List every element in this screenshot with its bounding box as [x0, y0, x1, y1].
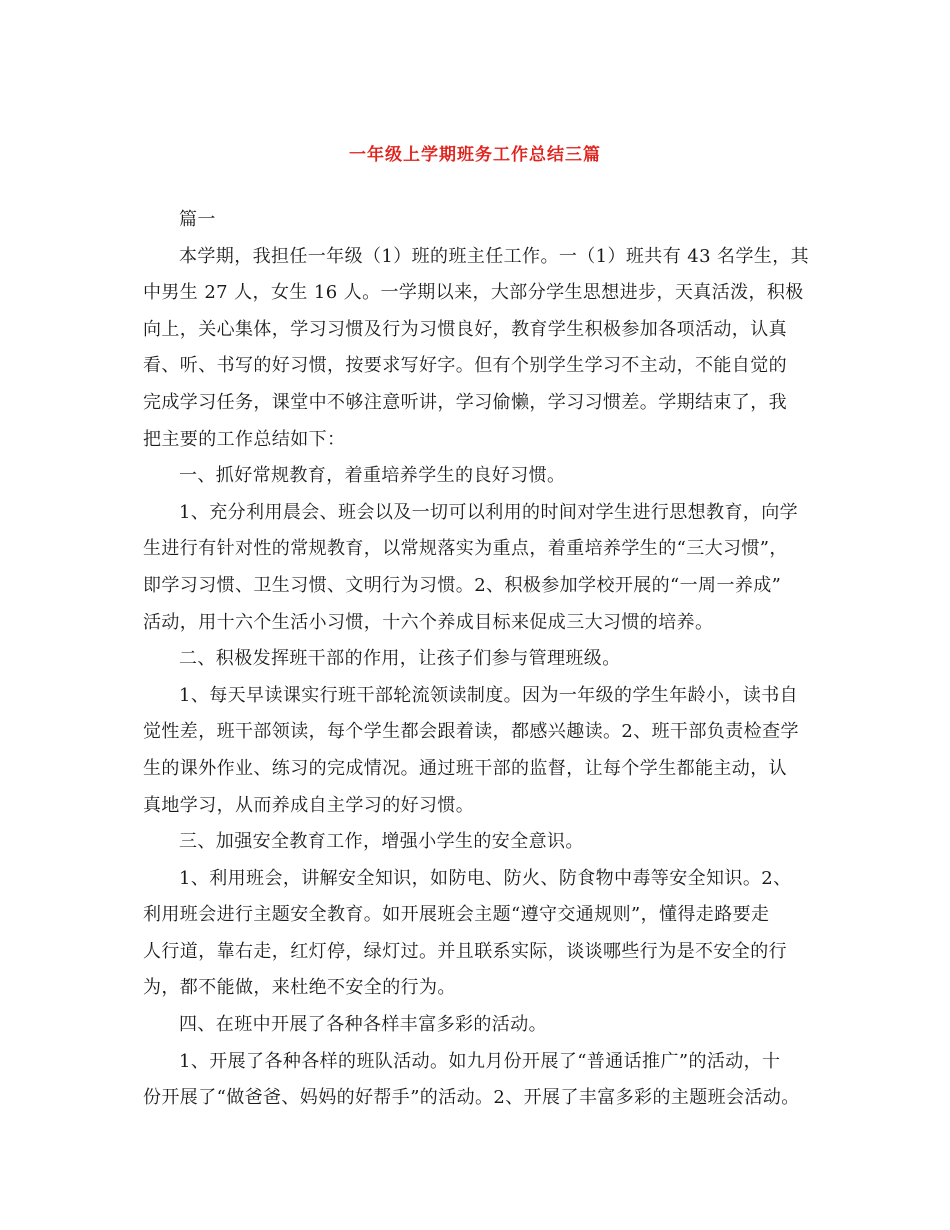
text-line: 篇一 [179, 209, 216, 230]
text-line: 1、每天早读课实行班干部轮流领读制度。因为一年级的学生年龄小，读书自 [179, 684, 799, 706]
text-line: 活动，用十六个生活小习惯，十六个养成目标来促成三大习惯的培养。 [143, 611, 714, 633]
text-line: 本学期，我担任一年级（1）班的班主任工作。一（1）班共有 43 名学生，其 [179, 245, 810, 267]
text-line: 二、积极发挥班干部的作用，让孩子们参与管理班级。 [179, 648, 621, 670]
text-line: 中男生 27 人，女生 16 人。一学期以来，大部分学生思想进步，天真活泼，积极 [143, 282, 804, 304]
text-line: 生进行有针对性的常规教育，以常规落实为重点，着重培养学生的“三大习惯”， [143, 538, 788, 560]
text-line: 份开展了“做爸爸、妈妈的好帮手”的活动。2、开展了丰富多彩的主题班会活动。 [143, 1087, 800, 1109]
text-line: 1、充分利用晨会、班会以及一切可以利用的时间对学生进行思想教育，向学 [179, 501, 799, 523]
document-title: 一年级上学期班务工作总结三篇 [349, 145, 601, 165]
text-line: 1、利用班会，讲解安全知识，如防电、防火、防食物中毒等安全知识。2、 [179, 867, 792, 889]
text-line: 向上，关心集体，学习习惯及行为习惯良好，教育学生积极参加各项活动，认真 [143, 318, 787, 340]
text-line: 四、在班中开展了各种各样丰富多彩的活动。 [179, 1014, 547, 1036]
text-line: 生的课外作业、练习的完成情况。通过班干部的监督，让每个学生都能主动，认 [143, 757, 787, 779]
text-line: 觉性差，班干部领读，每个学生都会跟着读，都感兴趣读。2、班干部负责检查学 [143, 721, 799, 743]
text-line: 利用班会进行主题安全教育。如开展班会主题“遵守交通规则”，懂得走路要走 [143, 904, 770, 926]
text-line: 真地学习，从而养成自主学习的好习惯。 [143, 794, 475, 816]
text-line: 完成学习任务，课堂中不够注意听讲，学习偷懒，学习习惯差。学期结束了，我 [143, 391, 787, 413]
text-line: 1、开展了各种各样的班队活动。如九月份开展了“普通话推广”的活动，十 [179, 1050, 781, 1072]
text-line: 把主要的工作总结如下： [143, 428, 346, 450]
text-line: 人行道，靠右走，红灯停，绿灯过。并且联系实际，谈谈哪些行为是不安全的行 [143, 940, 787, 962]
text-line: 一、抓好常规教育，着重培养学生的良好习惯。 [179, 465, 566, 487]
text-line: 为，都不能做，来杜绝不安全的行为。 [143, 977, 456, 999]
text-line: 看、听、书写的好习惯，按要求写好字。但有个别学生学习不主动，不能自觉的 [143, 355, 787, 377]
document-body [143, 202, 813, 1117]
text-line: 三、加强安全教育工作，增强小学生的安全意识。 [179, 831, 584, 853]
text-line: 即学习习惯、卫生习惯、文明行为习惯。2、积极参加学校开展的“一周一养成” [143, 574, 782, 596]
